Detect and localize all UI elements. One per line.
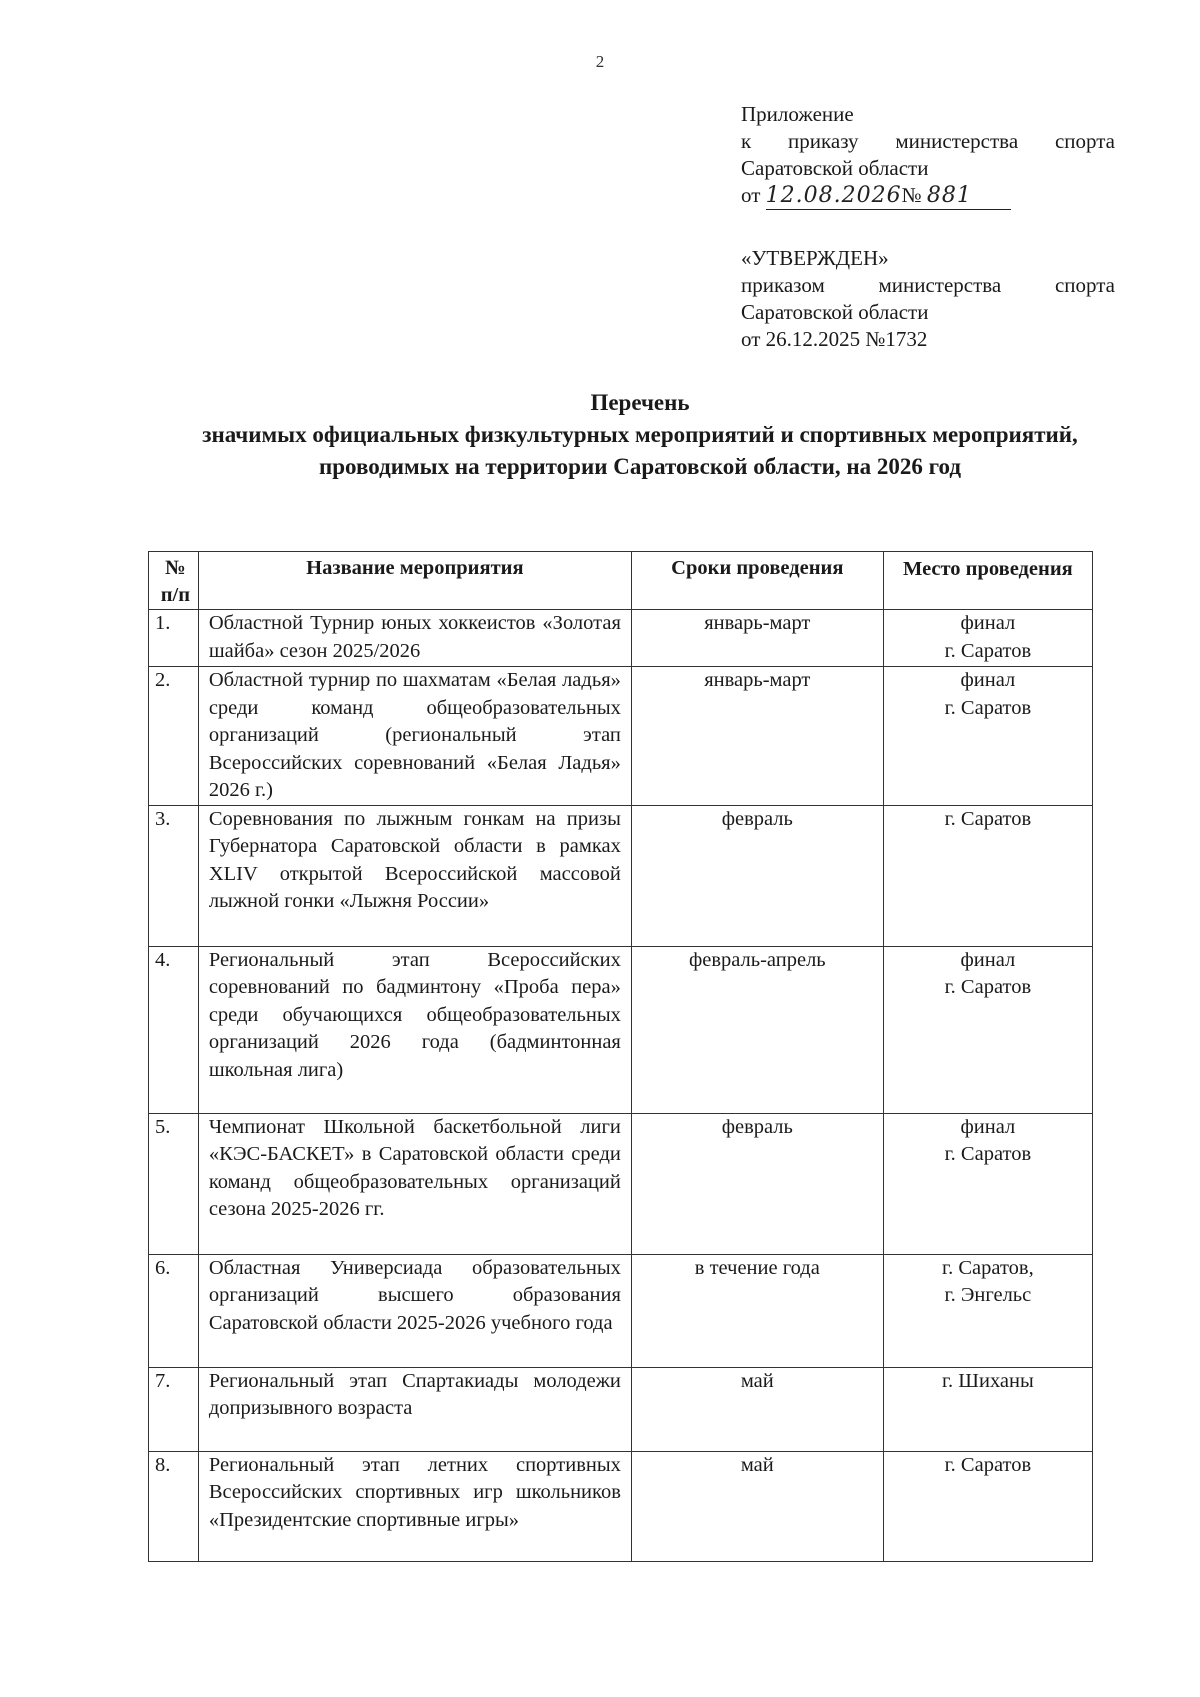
- row-place-line: финал: [960, 1115, 1016, 1138]
- row-num: 5.: [149, 1113, 199, 1254]
- row-place: [883, 805, 1092, 946]
- table-row: [149, 1113, 1093, 1254]
- appendix-date-prefix: от: [741, 183, 761, 207]
- title-heading: Перечень: [590, 390, 690, 415]
- row-dates: февраль-апрель: [631, 946, 883, 1113]
- row-place-line: г. Шиханы: [941, 1369, 1034, 1392]
- row-place: [883, 946, 1092, 1113]
- header-num-sign: №: [165, 557, 186, 579]
- row-name: Региональный этап Спартакиады молодежи допризывного возраста: [208, 1369, 621, 1419]
- approved-title: «УТВЕРЖДЕН»: [741, 246, 889, 270]
- row-name: Соревнования по лыжным гонкам на призы Губернатора Саратовской области в рамках XLIV открытой Всероссийской массовой лыжной гонки «Лыжня России»: [208, 807, 621, 912]
- row-place-line: г. Энгельс: [944, 1284, 1032, 1306]
- row-place: [883, 1367, 1092, 1451]
- appendix-date-field: [766, 182, 1011, 210]
- events-table: [148, 551, 1093, 1562]
- approved-block: [741, 245, 1115, 353]
- row-place-line: г. Саратов: [944, 1453, 1032, 1476]
- header-num-abbr: п/п: [160, 584, 191, 606]
- header-num: [149, 552, 199, 610]
- row-num: 6.: [149, 1254, 199, 1367]
- appendix-date-line: [741, 182, 1115, 210]
- row-dates: февраль: [631, 1113, 883, 1254]
- appendix-region-line: Саратовской области: [741, 156, 929, 180]
- table-row: [149, 805, 1093, 946]
- row-place: [883, 1451, 1092, 1561]
- row-dates: январь-март: [631, 667, 883, 806]
- appendix-block: [741, 101, 1115, 210]
- row-place-line: г. Саратов: [944, 639, 1032, 662]
- row-name: Областная Универсиада образовательных организаций высшего образования Саратовской области 2025-2026 учебного года: [208, 1256, 621, 1334]
- row-place: [883, 1113, 1092, 1254]
- title-subheading: значимых официальных физкультурных мероприятий и спортивных мероприятий, проводимых на территории Саратовской области, на 2026 год: [202, 422, 1078, 479]
- page-number: 2: [595, 52, 605, 71]
- row-place: [883, 610, 1092, 667]
- table-row: [149, 610, 1093, 667]
- row-num: 7.: [149, 1367, 199, 1451]
- row-name: Чемпионат Школьной баскетбольной лиги «КЭС-БАСКЕТ» в Саратовской области среди команд общеобразовательных организаций сезона 2025-2026 гг.: [208, 1115, 621, 1220]
- row-num: 4.: [149, 946, 199, 1113]
- row-place: [883, 667, 1092, 806]
- row-dates: май: [631, 1451, 883, 1561]
- row-place-line: г. Саратов,: [942, 1256, 1034, 1279]
- approved-date-line: от 26.12.2025 №1732: [741, 327, 928, 351]
- handwritten-date: 12.08.2026: [765, 183, 902, 208]
- row-place-line: г. Саратов: [944, 807, 1032, 830]
- table-row: [149, 1451, 1093, 1561]
- row-name: Областной турнир по шахматам «Белая ладья» среди команд общеобразовательных организаций (региональный этап Всероссийских соревнований «Белая Ладья» 2026 г.): [208, 669, 621, 801]
- number-sign: №: [901, 183, 922, 207]
- row-num: 8.: [149, 1451, 199, 1561]
- table-row: [149, 946, 1093, 1113]
- appendix-title: Приложение: [741, 102, 854, 126]
- row-place: [883, 1254, 1092, 1367]
- row-num: 3.: [149, 805, 199, 946]
- row-place-line: финал: [960, 669, 1016, 691]
- row-place-line: г. Саратов: [944, 976, 1032, 998]
- row-num: 1.: [149, 610, 199, 667]
- row-place-line: г. Саратов: [944, 696, 1032, 719]
- row-dates: январь-март: [631, 610, 883, 667]
- document-title: [150, 387, 1130, 483]
- row-name: Областной Турнир юных хоккеистов «Золотая шайба» сезон 2025/2026: [208, 612, 621, 662]
- row-place-line: г. Саратов: [944, 1143, 1032, 1165]
- header-place: Место проведения: [883, 552, 1092, 610]
- table-header-row: [149, 552, 1093, 610]
- row-num: 2.: [149, 667, 199, 806]
- table-row: [149, 1254, 1093, 1367]
- row-name: Региональный этап Всероссийских соревнований по бадминтону «Проба пера» среди обучающихся общеобразовательных организаций 2026 года (бадминтонная школьная лига): [208, 948, 621, 1081]
- row-place-line: финал: [960, 612, 1016, 634]
- row-name: Региональный этап летних спортивных Всероссийских спортивных игр школьников «Президентские спортивные игры»: [208, 1453, 621, 1531]
- row-dates: в течение года: [631, 1254, 883, 1367]
- approved-region-line: Саратовской области: [741, 300, 929, 324]
- table-row: [149, 667, 1093, 806]
- header-name: Название мероприятия: [198, 552, 631, 610]
- handwritten-number: 881: [926, 183, 972, 208]
- table-row: [149, 1367, 1093, 1451]
- approved-order-line: приказом министерства спорта: [741, 273, 1115, 297]
- row-dates: май: [631, 1367, 883, 1451]
- row-place-line: финал: [960, 948, 1016, 971]
- header-dates: Сроки проведения: [631, 552, 883, 610]
- row-dates: февраль: [631, 805, 883, 946]
- appendix-order-line: к приказу министерства спорта: [741, 129, 1115, 153]
